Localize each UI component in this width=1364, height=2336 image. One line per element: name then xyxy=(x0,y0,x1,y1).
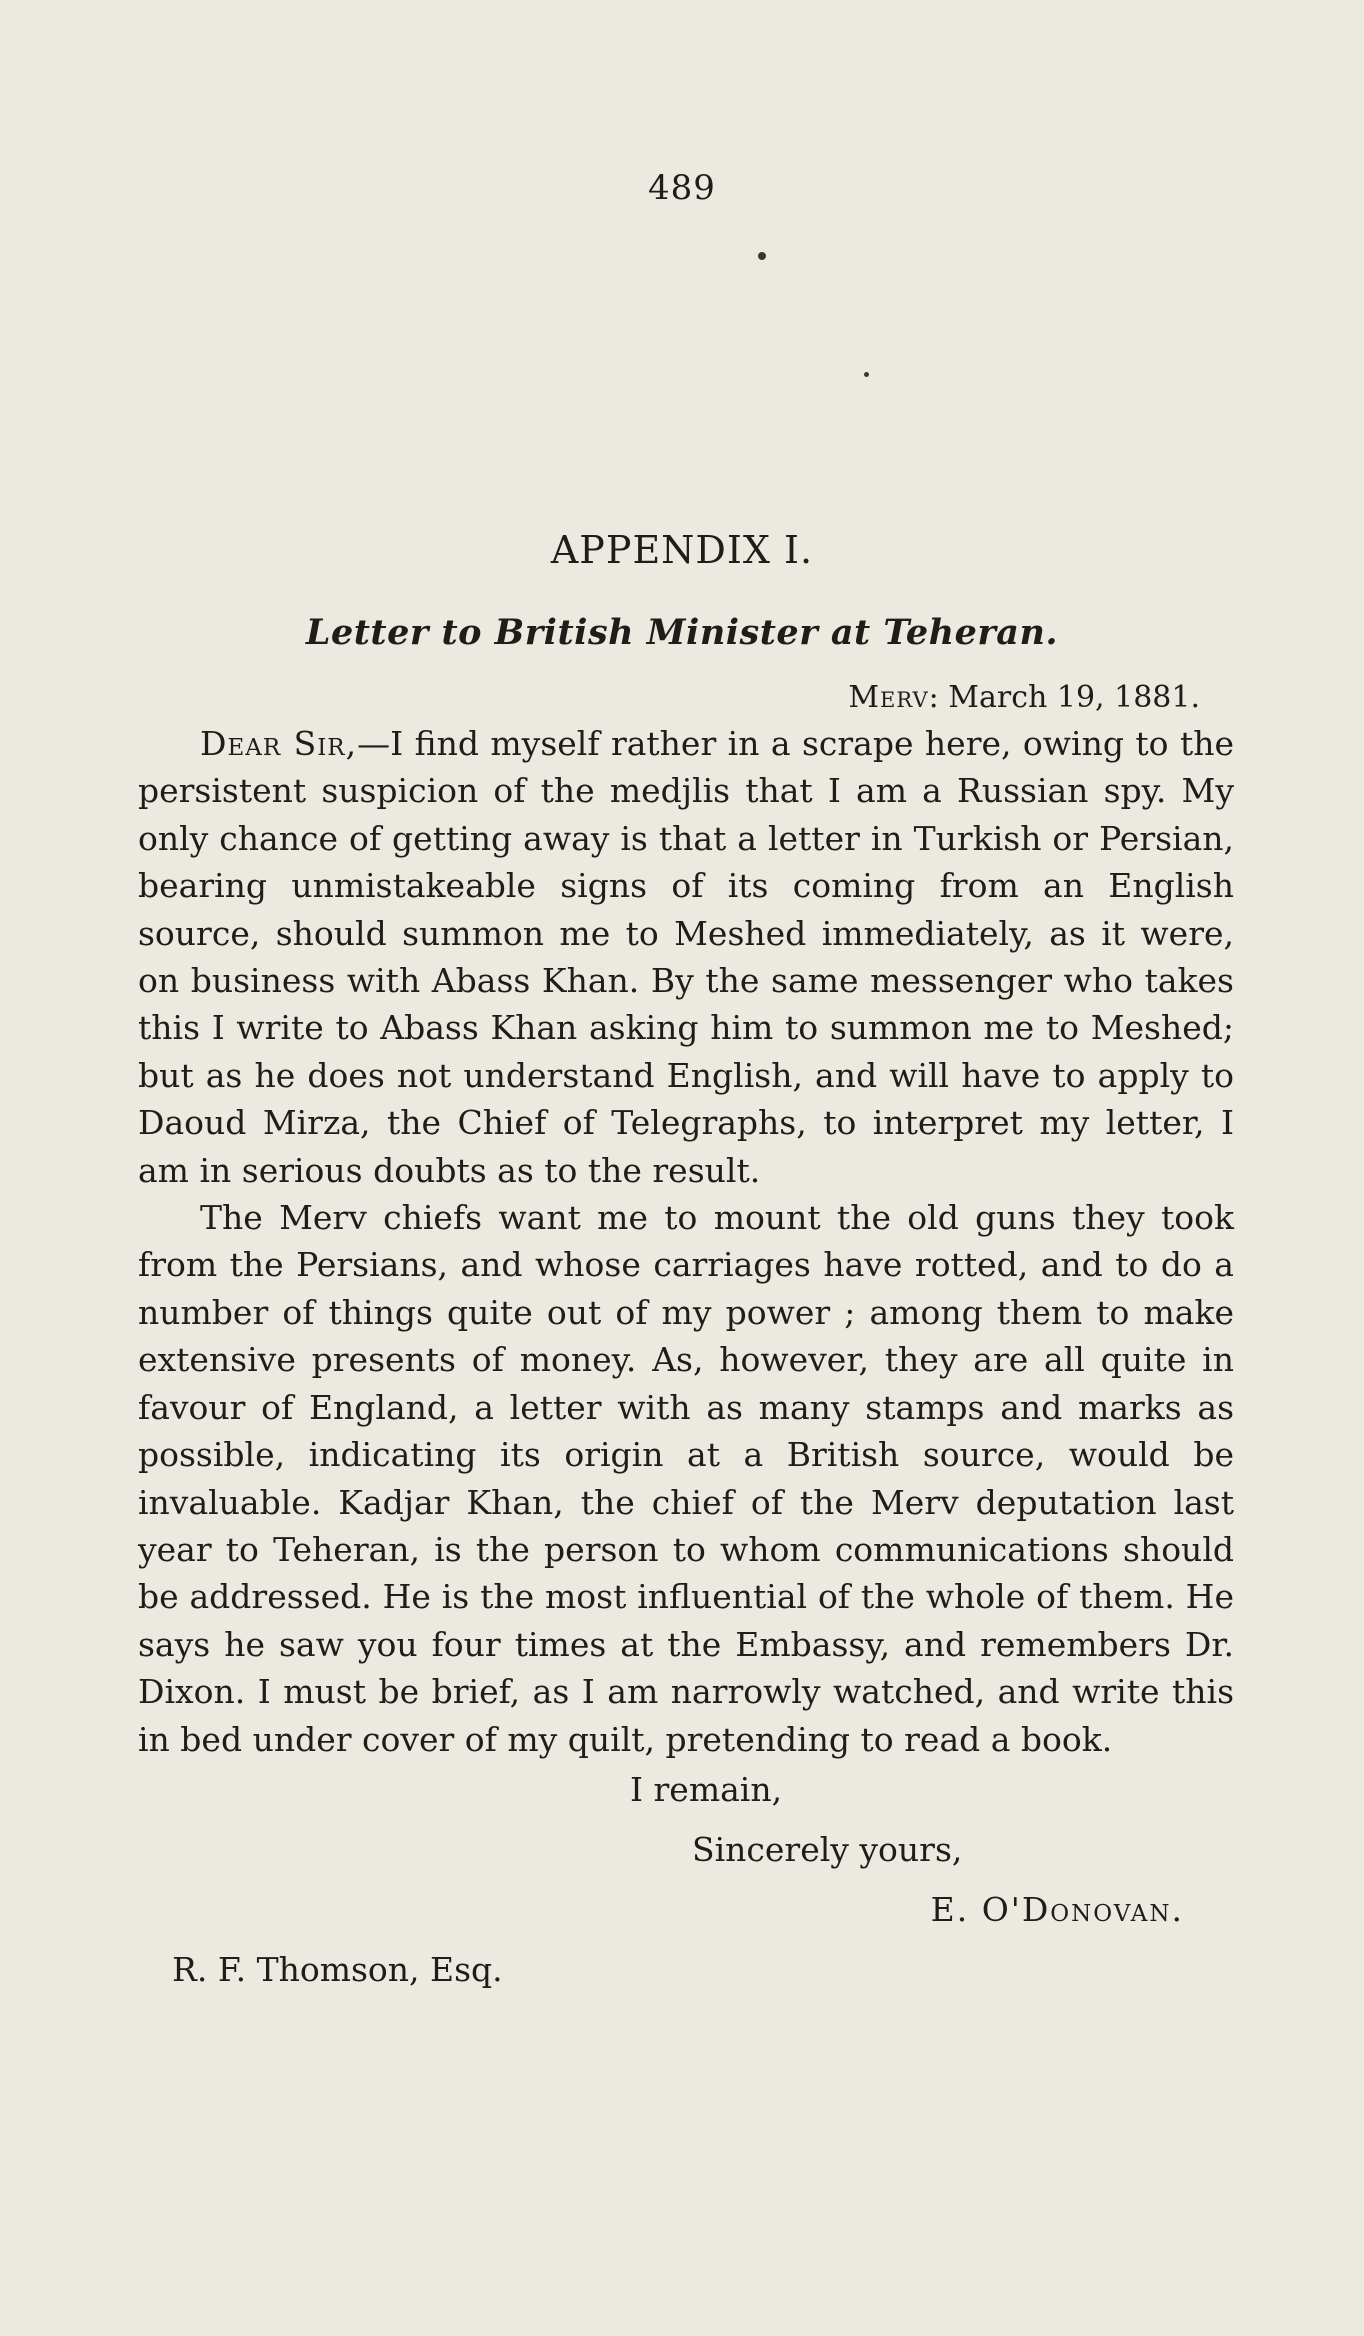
dateline-date: : March 19, 1881. xyxy=(928,680,1200,715)
closing-remain: I remain, xyxy=(630,1770,783,1809)
letter-title: Letter to British Minister at Teheran. xyxy=(305,612,1059,653)
signature: E. O'Donovan. xyxy=(930,1890,1184,1929)
recipient: R. F. Thomson, Esq. xyxy=(172,1950,503,1989)
ink-speck xyxy=(758,252,766,260)
ink-speck xyxy=(864,372,869,377)
closing-sincerely: Sincerely yours, xyxy=(692,1830,963,1869)
paragraph-2 xyxy=(138,1194,1234,1763)
dateline xyxy=(848,680,1200,715)
letter-body xyxy=(138,720,1234,1763)
paragraph-2-text: The Merv chiefs want me to mount the old guns they took from the Persians, and whose carriages have rotted, and to do a number of things quite out of my power ; among them to make extensive presents of money. As, however, they are all quite in favour of England, a letter with as many stamps and marks as possible, indicating its origin at a British source, would be invaluable. Kadjar Khan, the chief of the Merv deputation last year to Teheran, is the person to whom communications should be addressed. He is the most influential of the whole of them. He says he saw you four times at the Embassy, and remembers Dr. Dixon. I must be brief, as I am narrowly watched, and write this in bed under cover of my quilt, pretending to read a book. xyxy=(138,1198,1234,1759)
paragraph-1 xyxy=(138,720,1234,1194)
page-number: 489 xyxy=(648,168,716,208)
dateline-place: Merv xyxy=(848,680,929,715)
salutation: Dear Sir, xyxy=(200,724,358,763)
appendix-heading: APPENDIX I. xyxy=(550,528,814,572)
paragraph-1-text: —I find myself rather in a scrape here, owing to the persistent suspicion of the medjlis that I am a Russian spy. My only chance of getting away is that a letter in Turkish or Persian, bearing unmistakeable signs of its coming from an English source, should summon me to Meshed immediately, as it were, on business with Abass Khan. By the same messenger who takes this I write to Abass Khan asking him to summon me to Meshed; but as he does not understand English, and will have to apply to Daoud Mirza, the Chief of Telegraphs, to interpret my letter, I am in serious doubts as to the result. xyxy=(138,724,1234,1190)
